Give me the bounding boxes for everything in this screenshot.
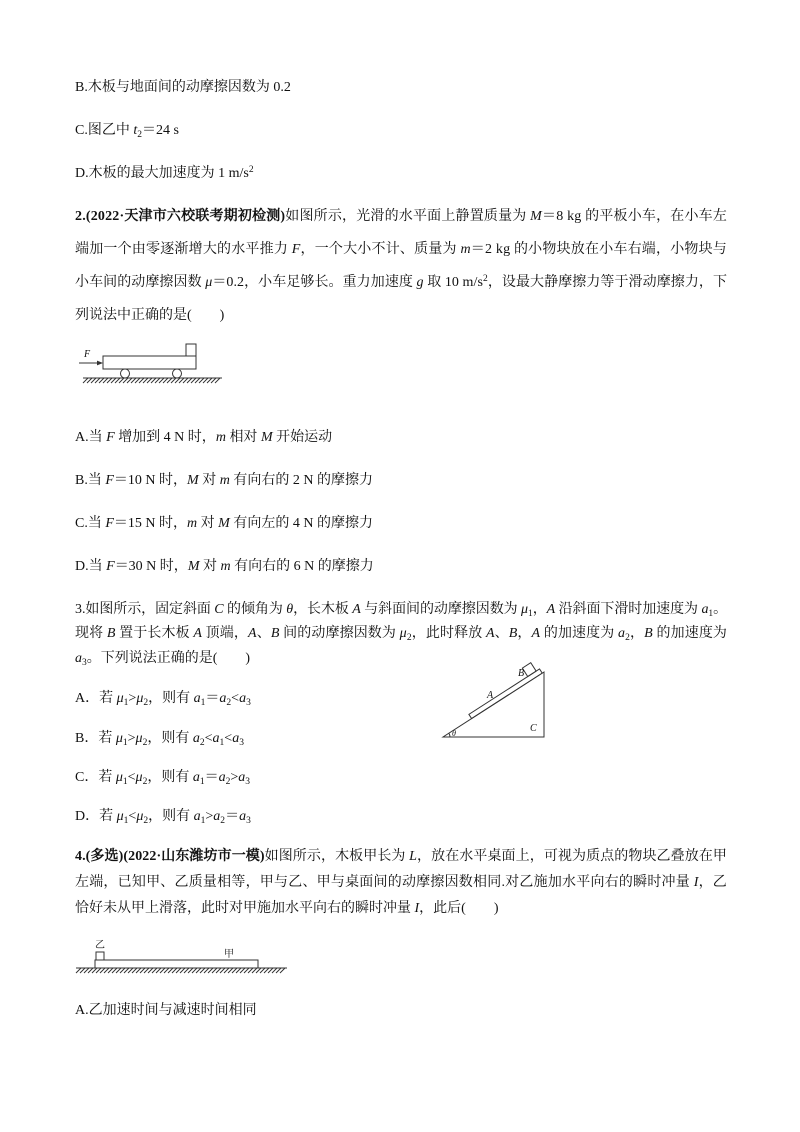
q3-stem-line-2 [75, 624, 727, 644]
text-run: 对 [198, 473, 220, 488]
math-variable: a [213, 809, 221, 824]
text-run: ，设最大静摩擦力等于滑动摩擦力，下 [487, 275, 728, 290]
math-variable: μ [135, 731, 143, 746]
line-text [75, 516, 373, 531]
subscript: 1 [527, 608, 533, 619]
math-variable: a [239, 691, 247, 706]
superscript: 2 [248, 164, 254, 175]
ground-hatching [76, 968, 285, 973]
superscript: 2 [483, 273, 488, 284]
text-run: ＝0.2，小车足够长。重力加速度 [212, 275, 417, 290]
q2-option-c [75, 514, 373, 534]
text-run: > [205, 809, 214, 824]
math-variable: A [248, 626, 257, 641]
board-jia [95, 960, 258, 968]
math-variable: a [193, 809, 201, 824]
subscript: 2 [199, 737, 205, 748]
math-variable: L [409, 849, 418, 864]
line-text [75, 209, 727, 224]
math-variable: μ [521, 602, 528, 617]
question-source: 2.(2022·天津市六校联考期初检测) [75, 209, 286, 224]
math-variable: a [238, 770, 246, 785]
text-run: ，此后( ) [419, 901, 499, 916]
q2-stem-line-2 [75, 240, 727, 260]
math-variable: a [239, 809, 247, 824]
subscript: 2 [137, 129, 142, 140]
incline-c-label: C [530, 723, 537, 734]
text-run: ，一个大小不计、质量为 [300, 242, 461, 257]
math-variable: F [291, 242, 301, 257]
math-variable: t [133, 123, 138, 138]
text-run: 的加速度为 [540, 626, 619, 641]
math-variable: a [212, 731, 220, 746]
text-run: ，乙 [698, 875, 728, 890]
line-text [75, 809, 251, 824]
cart-board [103, 356, 196, 369]
math-variable: I [414, 901, 420, 916]
math-variable: μ [116, 691, 124, 706]
text-run: ，则有 [147, 770, 193, 785]
subscript: 1 [708, 608, 714, 619]
math-variable: F [105, 473, 114, 488]
text-run: ，则有 [148, 691, 194, 706]
text-run: ，则有 [148, 809, 194, 824]
text-run: ，则有 [147, 731, 193, 746]
q4-stem-line-3 [75, 899, 499, 919]
math-variable: A [546, 602, 556, 617]
text-run: 如图所示，木板甲长为 [264, 849, 410, 864]
text-run: 有向右的 2 N 的摩擦力 [229, 473, 373, 488]
text-run: B.当 [75, 473, 106, 488]
math-variable: C [214, 602, 224, 617]
line-text [75, 275, 727, 290]
text-run: 增加到 4 N 时， [114, 430, 216, 445]
subscript: 2 [625, 632, 631, 643]
text-run: ，放在水平桌面上，可视为质点的物块乙叠放在甲 [417, 849, 728, 864]
text-run: 有向右的 6 N 的摩擦力 [230, 559, 374, 574]
text-run: < [128, 809, 137, 824]
subscript: 3 [246, 697, 251, 708]
text-run: ＝24 s [142, 123, 179, 138]
text-run: ＝10 N 时， [113, 473, 188, 488]
math-variable: a [232, 731, 240, 746]
block-yi-label: 乙 [95, 940, 105, 951]
text-run: C.图乙中 [75, 123, 134, 138]
subscript: 1 [219, 737, 225, 748]
q4-stem-line-1 [75, 847, 727, 867]
subscript: 3 [82, 657, 87, 668]
math-variable: M [260, 430, 273, 445]
subscript: 2 [226, 697, 232, 708]
line-text [75, 559, 374, 574]
q2-stem-line-4 [75, 306, 224, 326]
text-run: ＝ [225, 809, 240, 824]
text-run: < [224, 731, 233, 746]
text-run: 如图所示，光滑的水平面上静置质量为 [285, 209, 531, 224]
text-run: 3.如图所示，固定斜面 [75, 602, 215, 617]
text-run: 相对 [225, 430, 261, 445]
line-text [75, 849, 727, 864]
line-text [75, 242, 727, 257]
math-variable: B [106, 626, 116, 641]
math-variable: μ [135, 770, 143, 785]
math-variable: A [531, 626, 541, 641]
subscript: 2 [143, 815, 149, 826]
line-text [75, 80, 291, 95]
subscript: 2 [406, 632, 412, 643]
q3-option-d [75, 807, 251, 827]
math-variable: a [701, 602, 709, 617]
text-run: ，长木板 [293, 602, 353, 617]
line-text [75, 123, 179, 138]
subscript: 3 [246, 815, 251, 826]
subscript: 3 [245, 776, 251, 787]
text-run: > [128, 691, 137, 706]
small-block [186, 344, 196, 356]
text-run: 、 [256, 626, 271, 641]
q3-stem-line-3 [75, 649, 250, 669]
angle-arc [449, 733, 450, 737]
q3-stem-line-1 [75, 600, 727, 620]
angle-theta-label: θ [452, 729, 456, 738]
math-variable: g [416, 275, 424, 290]
q2-option-d [75, 557, 374, 577]
text-run: > [127, 731, 136, 746]
line-text [75, 602, 727, 617]
text-run: D．若 [75, 809, 117, 824]
text-run: < [127, 770, 136, 785]
q2-stem-line-3 [75, 273, 727, 293]
q3-option-c [75, 768, 250, 788]
math-variable: m [460, 242, 471, 257]
subscript: 2 [142, 737, 148, 748]
subscript: 2 [225, 776, 231, 787]
math-variable: a [219, 691, 227, 706]
q1-option-d [75, 164, 254, 184]
text-run: 的加速度为 [652, 626, 728, 641]
block-yi [96, 952, 104, 960]
math-variable: A [352, 602, 361, 617]
line-text [75, 901, 499, 916]
text-run: 开始运动 [272, 430, 333, 445]
math-variable: B [270, 626, 280, 641]
math-variable: I [693, 875, 699, 890]
line-text [75, 731, 244, 746]
text-run: 的倾角为 [223, 602, 287, 617]
math-variable: M [530, 209, 542, 224]
math-variable: m [219, 473, 230, 488]
subscript: 2 [143, 697, 149, 708]
text-run: 恰好未从甲上滑落，此时对甲施加水平向右的瞬时冲量 [75, 901, 415, 916]
q4-stem-line-2 [75, 873, 727, 893]
text-run: ＝ [205, 691, 220, 706]
text-run: 对 [197, 516, 219, 531]
text-run: C.当 [75, 516, 106, 531]
math-variable: A [193, 626, 203, 641]
line-text [75, 626, 727, 641]
subscript: 1 [122, 776, 128, 787]
subscript: 1 [200, 815, 206, 826]
q3-option-a [75, 689, 251, 709]
q2-option-b [75, 471, 373, 491]
math-variable: F [105, 516, 114, 531]
cart-wheel-left [121, 369, 130, 378]
text-run: 。下列说法正确的是( ) [86, 651, 251, 666]
board-a [469, 669, 542, 719]
board-figure [74, 935, 290, 977]
subscript: 1 [122, 737, 128, 748]
text-run: ， [517, 626, 532, 641]
math-variable: μ [136, 809, 144, 824]
q4-option-a [75, 1001, 257, 1021]
text-run: ， [630, 626, 645, 641]
text-run: 对 [199, 559, 221, 574]
text-run: A.乙加速时间与减速时间相同 [75, 1003, 257, 1018]
board-jia-label: 甲 [224, 949, 234, 960]
subscript: 1 [123, 697, 129, 708]
math-variable: μ [205, 275, 213, 290]
text-run: ＝ [204, 770, 219, 785]
text-run: ， [532, 602, 547, 617]
incline-figure [438, 658, 550, 742]
text-run: 与斜面间的动摩擦因数为 [360, 602, 522, 617]
math-variable: M [218, 516, 230, 531]
cart-figure [75, 338, 230, 390]
line-text [75, 166, 254, 181]
line-text [75, 1003, 257, 1018]
text-run: 置于长木板 [115, 626, 194, 641]
math-variable: F [106, 430, 115, 445]
text-run: A．若 [75, 691, 117, 706]
text-run: ＝8 kg 的平板小车，在小车左 [542, 209, 728, 224]
cart-wheel-right [173, 369, 182, 378]
text-run: 。 [713, 602, 728, 617]
question-source: 4.(多选)(2022·山东潍坊市一模) [75, 849, 265, 864]
q1-option-b [75, 78, 291, 98]
math-variable: m [220, 559, 231, 574]
force-arrow-head [97, 361, 103, 366]
line-text [75, 875, 727, 890]
text-run: 间的动摩擦因数为 [279, 626, 400, 641]
text-run: ＝30 N 时， [114, 559, 188, 574]
math-variable: μ [399, 626, 407, 641]
subscript: 1 [199, 776, 205, 787]
text-run: 取 10 m/s [423, 275, 483, 290]
math-variable: μ [116, 809, 124, 824]
text-run: D.当 [75, 559, 107, 574]
math-variable: m [187, 516, 198, 531]
line-text [75, 691, 251, 706]
q1-option-c [75, 121, 179, 141]
block-b [522, 663, 536, 677]
math-variable: a [192, 731, 200, 746]
text-run: 列说法中正确的是( ) [75, 308, 225, 323]
math-variable: A [485, 626, 495, 641]
text-run: ，此时释放 [411, 626, 486, 641]
math-variable: a [618, 626, 626, 641]
text-run: < [231, 691, 240, 706]
subscript: 3 [239, 737, 244, 748]
text-run: 小车间的动摩擦因数 [75, 275, 206, 290]
board-a-label: A [487, 690, 494, 701]
math-variable: a [192, 770, 200, 785]
math-variable: a [75, 651, 82, 666]
text-run: 沿斜面下滑时加速度为 [555, 602, 702, 617]
text-run: 左端，已知甲、乙质量相等，甲与乙、甲与桌面间的动摩擦因数相同.对乙施加水平向右的瞬时冲量 [75, 875, 694, 890]
math-variable: a [193, 691, 201, 706]
text-run: > [230, 770, 239, 785]
ground-hatching [83, 378, 220, 383]
text-run: D.木板的最大加速度为 1 m/s [75, 166, 249, 181]
line-text [75, 770, 250, 785]
subscript: 1 [200, 697, 206, 708]
text-run: 、 [494, 626, 509, 641]
line-text [75, 430, 332, 445]
text-run: 有向左的 4 N 的摩擦力 [229, 516, 373, 531]
math-variable: θ [286, 602, 294, 617]
math-variable: M [187, 473, 199, 488]
line-text [75, 308, 224, 323]
force-label: F [84, 349, 91, 360]
math-variable: m [215, 430, 226, 445]
math-variable: a [218, 770, 226, 785]
subscript: 2 [220, 815, 226, 826]
math-variable: M [187, 559, 200, 574]
text-run: C．若 [75, 770, 116, 785]
line-text [75, 651, 250, 666]
math-variable: μ [115, 731, 123, 746]
text-run: < [204, 731, 213, 746]
subscript: 2 [142, 776, 148, 787]
line-text [75, 473, 373, 488]
text-run: A.当 [75, 430, 107, 445]
text-run: ＝15 N 时， [113, 516, 188, 531]
text-run: B.木板与地面间的动摩擦因数为 0.2 [75, 80, 291, 95]
q2-option-a [75, 428, 332, 448]
text-run: B．若 [75, 731, 116, 746]
board-and-block-group [463, 661, 542, 719]
text-run: 顶端， [202, 626, 249, 641]
q3-option-b [75, 729, 244, 749]
block-b-label: B [518, 668, 525, 679]
text-run: 端加一个由零逐渐增大的水平推力 [75, 242, 292, 257]
q2-stem-line-1 [75, 207, 727, 227]
text-run: ＝2 kg 的小物块放在小车右端，小物块与 [470, 242, 728, 257]
math-variable: μ [115, 770, 123, 785]
math-variable: B [644, 626, 653, 641]
math-variable: B [508, 626, 518, 641]
text-run: 现将 [75, 626, 107, 641]
math-variable: μ [136, 691, 144, 706]
subscript: 1 [123, 815, 129, 826]
math-variable: F [106, 559, 115, 574]
